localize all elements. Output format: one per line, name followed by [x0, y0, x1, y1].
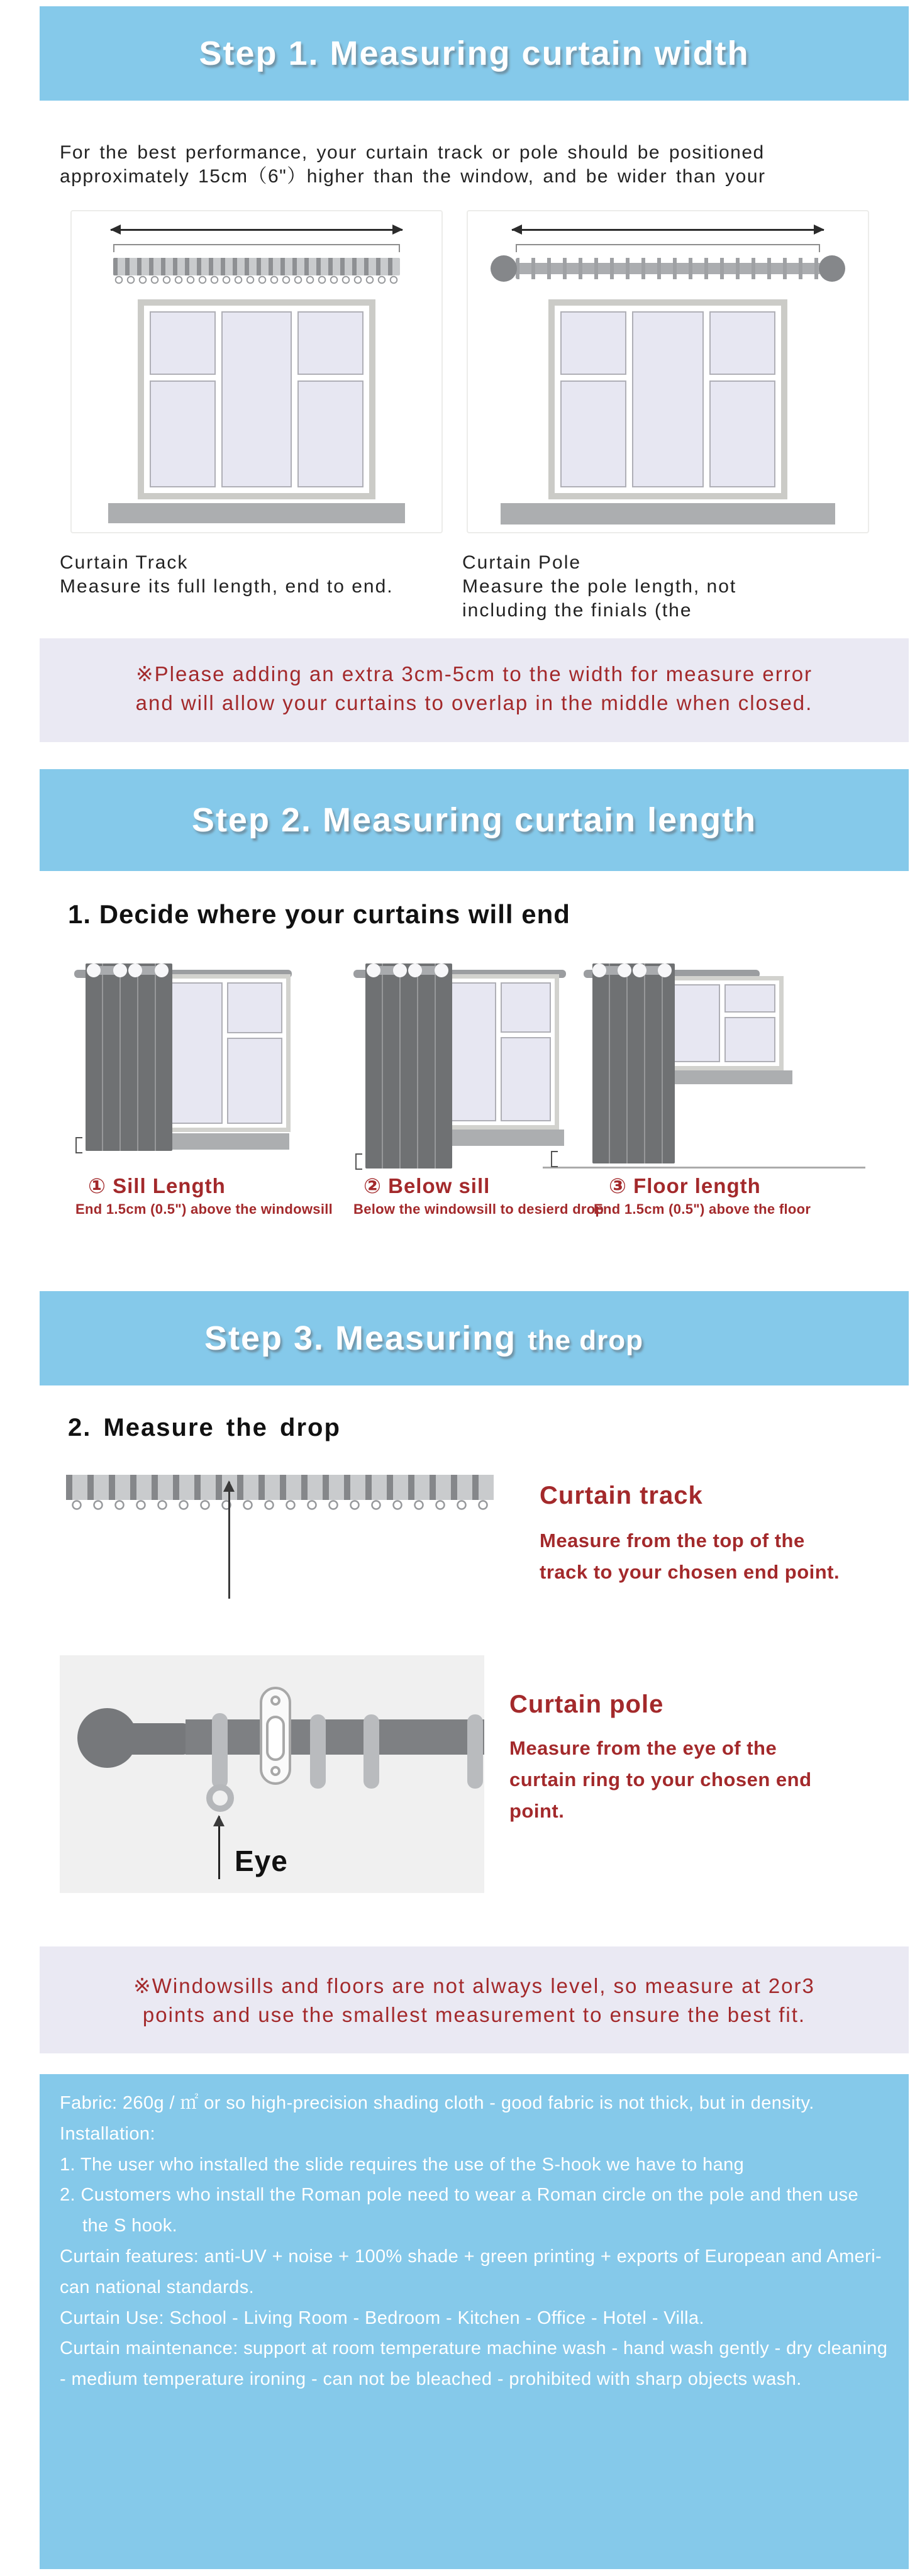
info-line: - medium temperature ironing - can not be bleached - prohibited with sharp objects wash. [60, 2369, 802, 2390]
measure-mark [75, 1137, 82, 1153]
window-pane [501, 982, 551, 1033]
curtain-track-graphic [113, 258, 400, 275]
window-pane [227, 982, 282, 1033]
pole-neck [126, 1723, 189, 1755]
step1-banner [40, 6, 909, 101]
step3-heading: 2. Measure the drop [68, 1414, 341, 1441]
info-line: can national standards. [60, 2277, 255, 2297]
window-pane [150, 311, 216, 375]
grommet-icon [658, 963, 672, 977]
eye-label: Eye [235, 1845, 288, 1877]
ring-eye-icon [206, 1784, 234, 1812]
window-graphic [156, 974, 291, 1132]
curtain-ring [363, 1714, 379, 1789]
level-notice [40, 1946, 909, 2053]
window-pane [724, 984, 775, 1013]
info-line: Installation: [60, 2123, 155, 2144]
window-pane [560, 311, 626, 375]
grommet-icon [113, 963, 127, 977]
below-sill-diagram [353, 961, 567, 1172]
pole-finial-right [819, 255, 845, 282]
grommet-icon [128, 963, 142, 977]
window-pane [709, 380, 775, 487]
track-window-diagram [70, 210, 443, 533]
info-line: 1. The user who installed the slide requires the use of the S-hook we have to hang [60, 2154, 745, 2175]
notice-line: ※Please adding an extra 3cm-5cm to the width for measure error [135, 662, 813, 686]
window-column [709, 311, 775, 487]
grommet-icon [633, 963, 646, 977]
window-pane [724, 1017, 775, 1062]
grommet-icon [87, 963, 101, 977]
product-info-section [40, 2074, 909, 2569]
window-pane [560, 380, 626, 487]
notice-line: and will allow your curtains to overlap in the middle when closed. [135, 691, 813, 714]
curtain-panel [86, 963, 172, 1151]
track-glider-eyelets [66, 1500, 494, 1511]
option3-label: ③ Floor length [609, 1174, 761, 1197]
step2-banner [40, 769, 909, 871]
pole-drop-line: point. [509, 1800, 565, 1822]
grommet-icon [367, 963, 380, 977]
window-graphic [436, 974, 559, 1130]
info-line: Curtain features: anti-UV + noise + 100% shade + green printing + exports of European and Ameri- [60, 2246, 882, 2267]
grommet-icon [592, 963, 606, 977]
measure-bracket [113, 244, 400, 252]
window-pane [709, 311, 775, 375]
pole-rings [516, 258, 820, 279]
windowsill [501, 503, 835, 525]
window-pane [221, 311, 292, 487]
window-column [560, 311, 626, 487]
window-column [297, 311, 363, 487]
eye-arrow-icon [218, 1816, 220, 1879]
info-line: Curtain Use: School - Living Room - Bedroom - Kitchen - Office - Hotel - Villa. [60, 2307, 704, 2328]
option3-desc: End 1.5cm (0.5") above the floor [594, 1201, 811, 1217]
floor-line [543, 1167, 865, 1169]
sill-length-diagram [74, 961, 293, 1172]
pole-drop-title: Curtain pole [509, 1690, 664, 1718]
floor-length-diagram [584, 961, 829, 1172]
grommet-icon [618, 963, 631, 977]
track-caption-title: Curtain Track [60, 552, 189, 573]
curtain-panel [592, 963, 675, 1163]
track-glider-eyelets [113, 275, 400, 285]
pole-drop-line: Measure from the eye of the [509, 1737, 777, 1759]
step2-heading: 1. Decide where your curtains will end [68, 899, 570, 929]
step3-banner-title: Step 3. Measuring [204, 1319, 517, 1357]
window-column [227, 982, 282, 1124]
measure-mark [355, 1153, 362, 1170]
option2-desc: Below the windowsill to desierd drop [353, 1201, 604, 1217]
curtain-pole-diagram [60, 1655, 484, 1893]
step3-banner-title-small: the drop [528, 1325, 644, 1356]
curtain-ring [467, 1714, 483, 1789]
info-line: Curtain maintenance: support at room temperature machine wash - hand wash gently - dry cleaning [60, 2338, 888, 2359]
window-pane [227, 1038, 282, 1124]
drop-arrow-icon [228, 1482, 230, 1599]
window-pane [150, 380, 216, 487]
info-line: Fabric: 260g / ㎡ or so high-precision shading cloth - good fabric is not thick, but in density. [60, 2093, 814, 2113]
curtain-track-graphic [66, 1475, 494, 1500]
step3-banner-title-group [204, 1319, 643, 1358]
window-pane [297, 380, 363, 487]
windowsill [108, 503, 405, 523]
window-graphic [138, 299, 375, 499]
option2-label: ② Below sill [363, 1174, 491, 1197]
track-caption-line: Measure its full length, end to end. [60, 576, 394, 597]
window-pane [632, 311, 704, 487]
track-drop-line: Measure from the top of the [540, 1530, 805, 1552]
grommet-icon [408, 963, 422, 977]
pole-window-diagram [467, 210, 869, 533]
track-drop-line: track to your chosen end point. [540, 1561, 840, 1583]
pole-drop-line: curtain ring to your chosen end [509, 1768, 812, 1790]
measure-mark [551, 1151, 558, 1167]
curtain-ring [310, 1714, 326, 1789]
bracket-screw-icon [270, 1766, 280, 1776]
pole-caption-title: Curtain Pole [462, 552, 582, 573]
window-graphic [658, 976, 784, 1070]
window-graphic [548, 299, 787, 499]
bracket-screw-icon [270, 1696, 280, 1706]
pole-caption-line: Measure the pole length, not [462, 576, 737, 597]
width-arrow-icon [111, 229, 402, 231]
grommet-icon [393, 963, 407, 977]
window-column [724, 984, 775, 1062]
window-pane [297, 311, 363, 375]
notice-line: ※Windowsills and floors are not always level, so measure at 2or3 [133, 1974, 815, 1997]
measure-bracket [516, 244, 820, 252]
pole-finial-left [491, 255, 517, 282]
option1-label: ① Sill Length [88, 1174, 226, 1197]
window-column [150, 311, 216, 487]
intro-line-2: approximately 15cm（6"）higher than the window, and be wider than your [60, 166, 766, 187]
step2-banner-title: Step 2. Measuring curtain length [191, 801, 757, 839]
info-line: the S hook. [82, 2216, 178, 2236]
bracket-slot [266, 1716, 285, 1761]
curtain-ring [212, 1713, 228, 1789]
pole-caption-line: including the finials (the [462, 600, 692, 621]
curtain-panel [365, 963, 452, 1169]
grommet-icon [155, 963, 169, 977]
window-pane [501, 1037, 551, 1121]
window-pane [164, 982, 223, 1124]
width-arrow-icon [512, 229, 824, 231]
notice-line: points and use the smallest measurement to ensure the best fit. [142, 2003, 806, 2026]
pole-bracket [260, 1687, 291, 1785]
option1-desc: End 1.5cm (0.5") above the windowsill [75, 1201, 333, 1217]
grommet-icon [435, 963, 448, 977]
intro-line-1: For the best performance, your curtain track or pole should be positioned [60, 142, 765, 163]
track-drop-title: Curtain track [540, 1482, 703, 1509]
step3-banner [40, 1291, 909, 1385]
step1-banner-title: Step 1. Measuring curtain width [199, 35, 750, 72]
info-line: 2. Customers who install the Roman pole need to wear a Roman circle on the pole and then use [60, 2185, 859, 2206]
window-column [501, 982, 551, 1121]
width-notice [40, 638, 909, 742]
pole-bar [186, 1719, 484, 1755]
